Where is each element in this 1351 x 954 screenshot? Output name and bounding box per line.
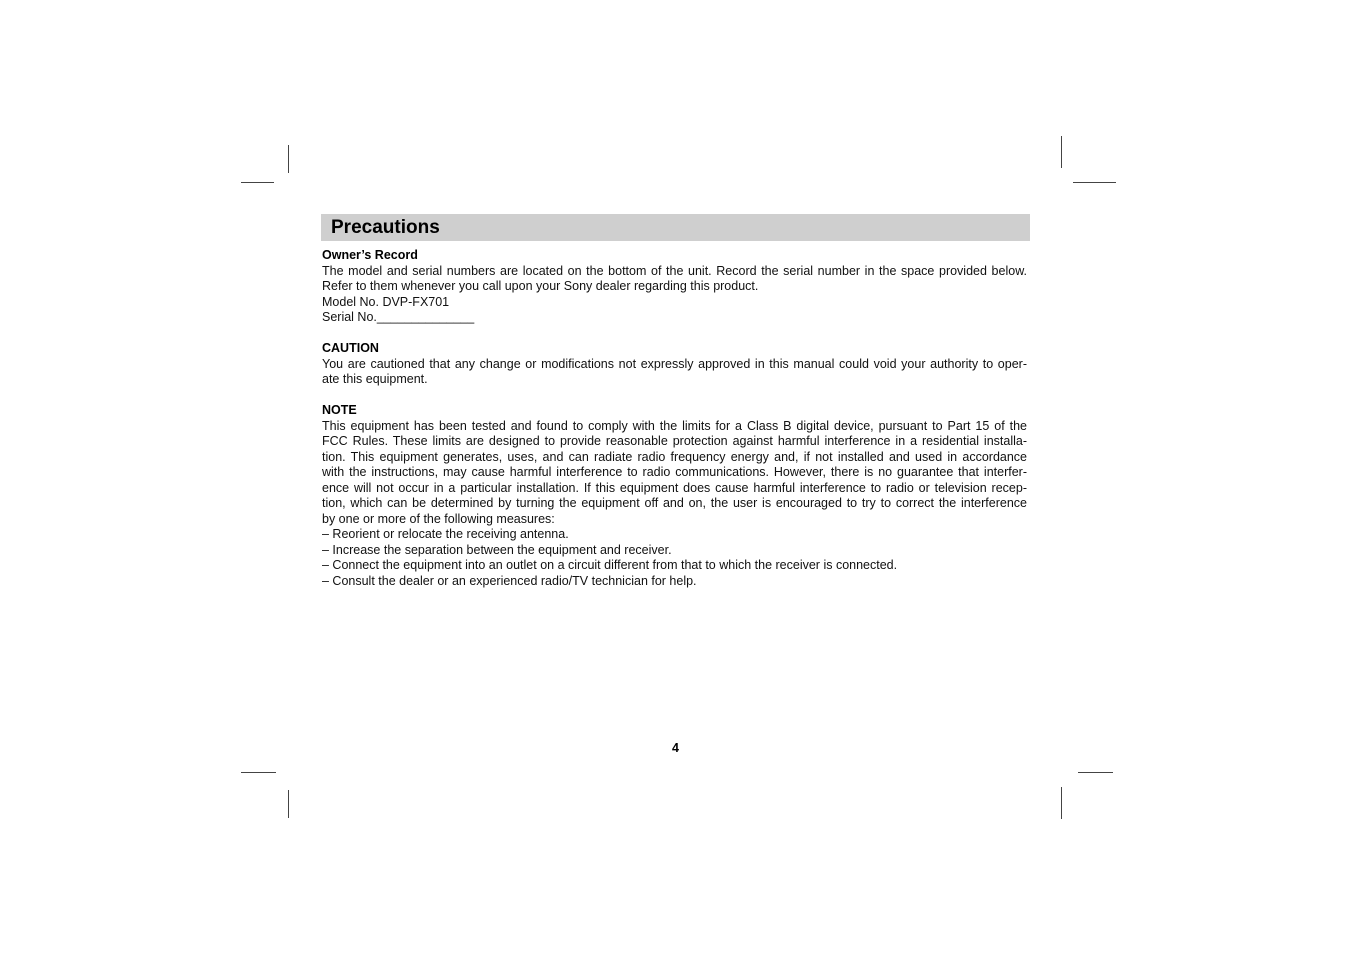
note-line: This equipment has been tested and found to comply with the limits for a Class B digital device, pursuant to Part 15 of the — [322, 418, 1027, 433]
crop-mark-top-left-horizontal — [241, 182, 274, 183]
note-line: ence will not occur in a particular installation. If this equipment does cause harmful interference to radio or television recep- — [322, 480, 1027, 495]
note-list-item: – Increase the separation between the equipment and receiver. — [322, 542, 672, 557]
crop-mark-bottom-right-vertical — [1061, 787, 1062, 819]
note-list-item: – Reorient or relocate the receiving antenna. — [322, 527, 569, 541]
crop-mark-top-right-horizontal — [1073, 182, 1116, 183]
crop-mark-top-left-vertical — [288, 145, 289, 173]
note-line: tion. This equipment generates, uses, and can radiate radio frequency energy and, if not installed and used in accordance — [322, 449, 1027, 464]
model-number: Model No. DVP-FX701 — [322, 294, 450, 309]
caution-section — [321, 341, 1030, 388]
owners-record-section — [321, 248, 1030, 326]
serial-number: Serial No.______________ — [322, 310, 475, 324]
crop-mark-top-right-vertical — [1061, 136, 1062, 168]
crop-mark-bottom-right-horizontal — [1078, 772, 1113, 773]
owners-record-heading: Owner’s Record — [322, 248, 418, 262]
note-line: with the instructions, may cause harmful interference to radio communications. However, there is no guarantee that interfer- — [322, 465, 1027, 479]
caution-heading: CAUTION — [322, 341, 379, 355]
title-bar — [321, 214, 1030, 241]
owners-record-line: The model and serial numbers are located on the bottom of the unit. Record the serial number in the space provided below. — [322, 263, 1027, 278]
note-line: tion, which can be determined by turning the equipment off and on, the user is encouraged to try to correct the interference — [322, 496, 1027, 510]
note-section — [321, 403, 1030, 589]
crop-mark-bottom-left-vertical — [288, 790, 289, 818]
crop-mark-bottom-left-horizontal — [241, 772, 276, 773]
note-list-item: – Consult the dealer or an experienced radio/TV technician for help. — [322, 573, 697, 588]
note-heading: NOTE — [322, 403, 357, 417]
page-content — [321, 214, 1030, 589]
note-line: by one or more of the following measures: — [322, 511, 555, 526]
note-list-item: – Connect the equipment into an outlet on a circuit different from that to which the receiver is connected. — [322, 558, 898, 572]
note-line: FCC Rules. These limits are designed to provide reasonable protection against harmful interference in a residential installa- — [322, 434, 1027, 448]
owners-record-line: Refer to them whenever you call upon your Sony dealer regarding this product. — [322, 279, 759, 293]
caution-line: You are cautioned that any change or modifications not expressly approved in this manual could void your authority to oper- — [322, 356, 1027, 371]
caution-line: ate this equipment. — [322, 372, 428, 386]
page-number: 4 — [672, 741, 679, 755]
page-title: Precautions — [331, 217, 440, 238]
